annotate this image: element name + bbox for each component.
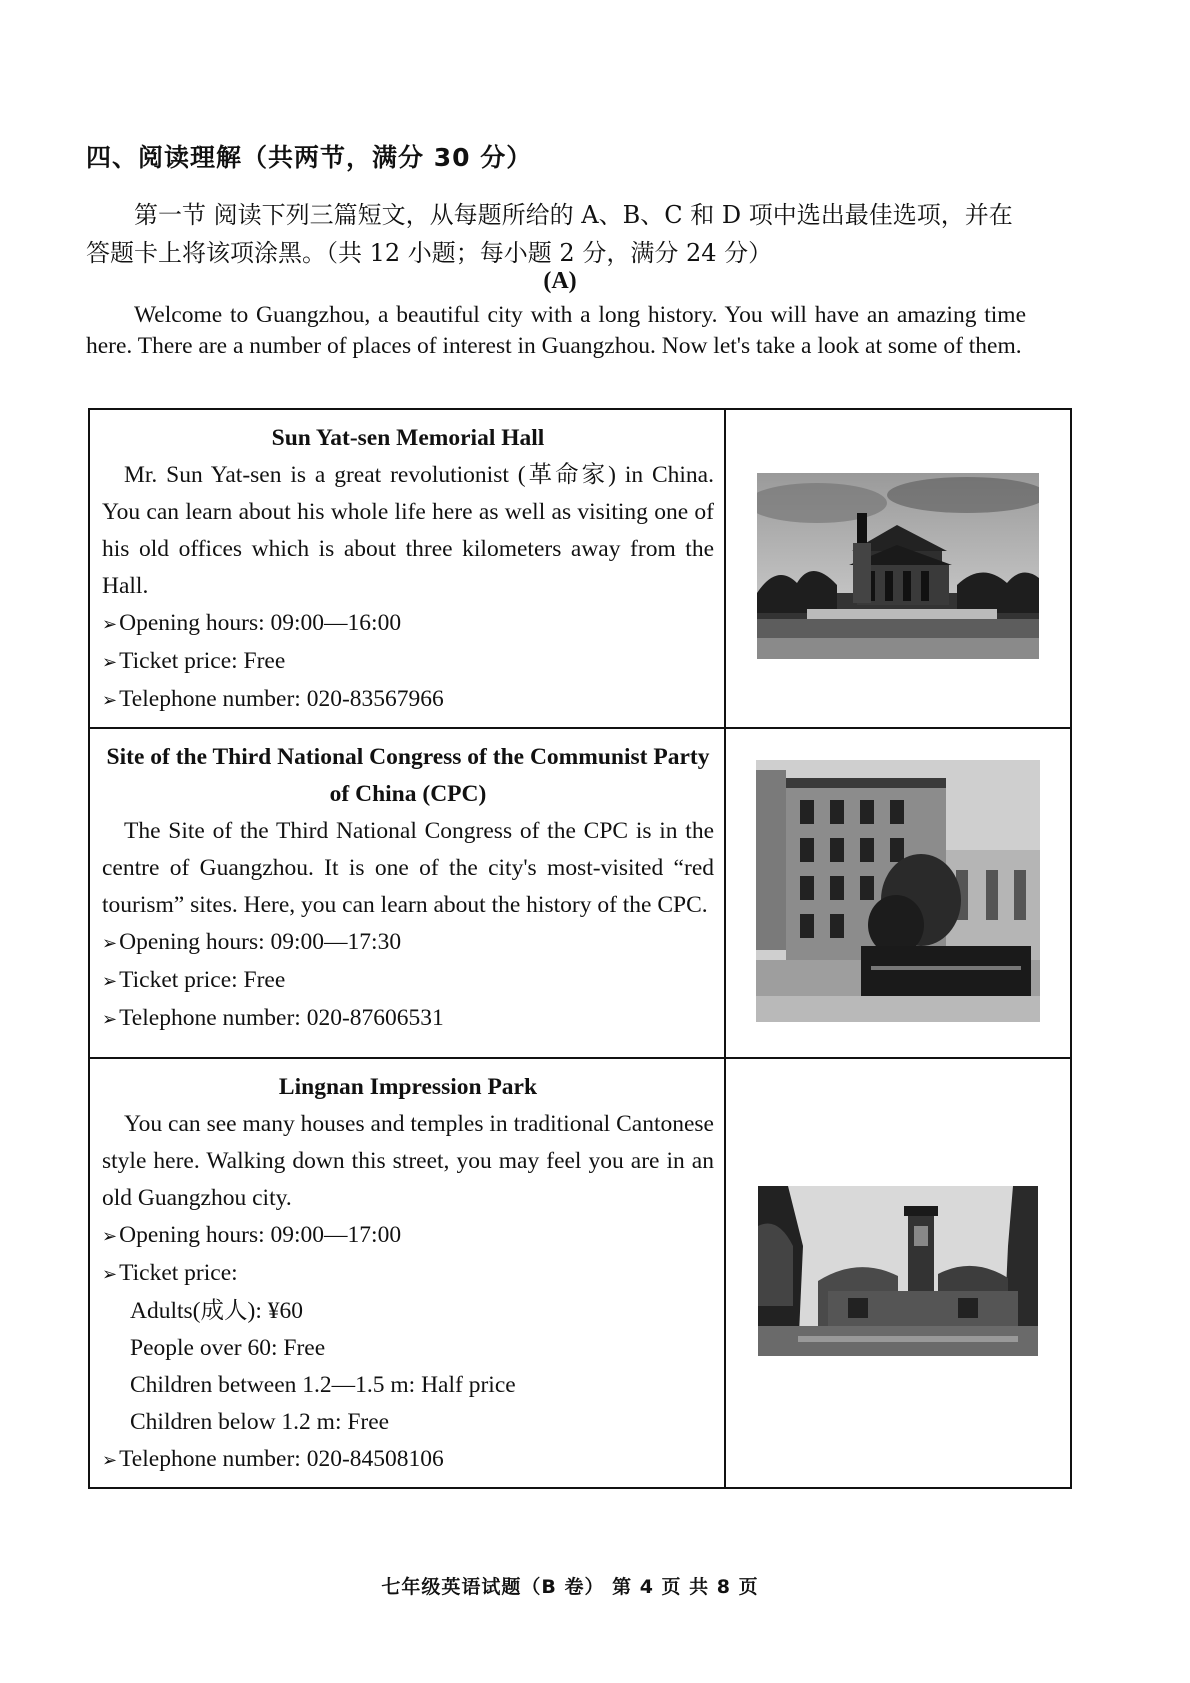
attraction-text [89, 409, 725, 728]
attraction-text [89, 1058, 725, 1488]
opening-hours: ➢Opening hours: 09:00—16:00 [102, 610, 402, 636]
attraction-description: You can see many houses and temples in traditional Cantonese style here. Walking down this street, you may feel you are in an old Guangzhou city. [102, 1111, 714, 1211]
attractions-table [88, 408, 1072, 1489]
attraction-image-cell [725, 1058, 1071, 1488]
attraction-image-cell [725, 409, 1071, 728]
ticket-price: ➢Ticket price: [102, 1260, 238, 1286]
arrow-bullet-icon: ➢ [102, 1009, 118, 1029]
attraction-row [89, 1058, 1071, 1488]
arrow-bullet-icon: ➢ [102, 933, 118, 953]
arrow-bullet-icon: ➢ [102, 1226, 118, 1246]
opening-hours: ➢Opening hours: 09:00—17:00 [102, 1222, 402, 1248]
telephone-number: ➢Telephone number: 020-84508106 [102, 1446, 444, 1472]
attraction-title: Sun Yat-sen Memorial Hall [271, 425, 545, 451]
price-item: People over 60: Free [130, 1335, 326, 1361]
arrow-bullet-icon: ➢ [102, 614, 118, 634]
ticket-price: ➢Ticket price: Free [102, 967, 286, 993]
price-item: Children between 1.2—1.5 m: Half price [130, 1372, 516, 1398]
attraction-title: Lingnan Impression Park [278, 1074, 538, 1100]
arrow-bullet-icon: ➢ [102, 690, 118, 710]
attraction-row [89, 728, 1071, 1058]
attraction-title: Site of the Third National Congress of the Communist Party of China (CPC) [106, 744, 710, 807]
ticket-price: ➢Ticket price: Free [102, 648, 286, 674]
attraction-description: The Site of the Third National Congress of the CPC is in the centre of Guangzhou. It is one of the city's most-visited “red tourism” sites. Here, you can learn about the history of the CPC. [102, 818, 714, 918]
arrow-bullet-icon: ➢ [102, 971, 118, 991]
arrow-bullet-icon: ➢ [102, 652, 118, 672]
attraction-text [89, 728, 725, 1058]
attraction-description: Mr. Sun Yat-sen is a great revolutionist (革命家) in China. You can learn about his whole life here as well as visiting one of his old offices which is about three kilometers away from the Hall. [102, 462, 714, 599]
arrow-bullet-icon: ➢ [102, 1450, 118, 1470]
congress-site-photo [756, 760, 1040, 1022]
passage-intro: Welcome to Guangzhou, a beautiful city with a long history. You will have an amazing time here. There are a number of places of interest in Guangzhou. Now let's take a look at some of them. [86, 302, 1026, 359]
section-instruction: 第一节 阅读下列三篇短文，从每题所给的 A、B、C 和 D 项中选出最佳选项，并在答题卡上将该项涂黑。（共 12 小题；每小题 2 分，满分 24 分） [86, 201, 1013, 267]
lingnan-park-photo [758, 1186, 1038, 1356]
telephone-number: ➢Telephone number: 020-87606531 [102, 1005, 444, 1031]
opening-hours: ➢Opening hours: 09:00—17:30 [102, 929, 402, 955]
arrow-bullet-icon: ➢ [102, 1264, 118, 1284]
price-item: Adults(成人): ¥60 [130, 1298, 303, 1324]
price-item: Children below 1.2 m: Free [130, 1409, 390, 1435]
attraction-image-cell [725, 728, 1071, 1058]
section-heading: 四、阅读理解（共两节，满分 30 分） [86, 143, 533, 172]
memorial-hall-photo [757, 473, 1039, 659]
attraction-row [89, 409, 1071, 728]
passage-label: (A) [543, 268, 577, 294]
telephone-number: ➢Telephone number: 020-83567966 [102, 686, 444, 712]
page-footer: 七年级英语试题（B 卷） 第 4 页 共 8 页 [381, 1576, 759, 1598]
